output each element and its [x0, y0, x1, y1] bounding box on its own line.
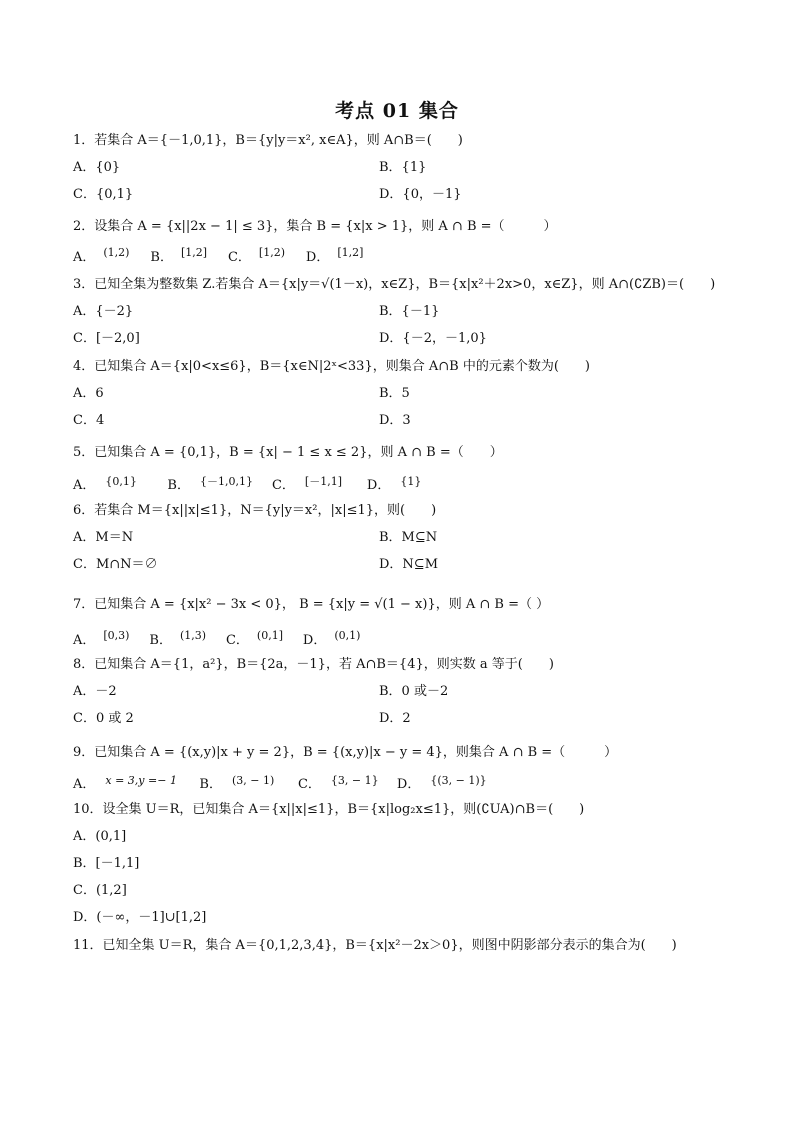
question-1-option-b: B．{1} [379, 160, 427, 175]
question-10-option-d: D．(－∞，－1]∪[1,2] [73, 910, 207, 925]
question-5-option-a-key: A． [73, 478, 96, 493]
question-5-options [73, 477, 430, 495]
question-3-option-d: D．{－2，－1,0} [379, 331, 487, 346]
question-2-option-b-key: B． [150, 250, 173, 265]
question-5-option-d-value: {1} [400, 475, 422, 488]
question-9-stem: 9．已知集合 A = {(x,y)|x + y = 2}，B = {(x,y)|x − y = 4}，则集合 A ∩ B =（ ） [73, 745, 618, 760]
question-2-options [73, 246, 374, 267]
question-6-option-c: C．M∩N＝∅ [73, 557, 158, 572]
question-2-option-d-value: [1,2] [337, 246, 364, 259]
question-1-stem: 1．若集合 A＝{－1,0,1}，B＝{y|y＝x², x∈A}，则 A∩B＝( ) [73, 133, 463, 148]
question-5-option-a-value: {0,1} [105, 475, 137, 488]
question-7-option-d-value: (0,1) [334, 629, 361, 642]
question-9-option-b-key: B． [199, 777, 222, 792]
question-5-option-b-key: B． [167, 478, 190, 493]
question-9-option-d-key: D． [396, 777, 421, 792]
question-9-option-b-value: (3, − 1) [231, 774, 275, 787]
question-9-option-c-key: C． [297, 777, 321, 792]
question-9-options [73, 776, 500, 794]
question-9-option-c-value: {3, − 1} [330, 774, 379, 787]
question-9-option-a-value: x = 3,y =− 1 [105, 774, 177, 787]
question-5-option-c-value: [－1,1] [304, 475, 342, 488]
question-7-option-b-key: B． [149, 633, 172, 648]
question-3-option-b: B．{－1} [379, 304, 440, 319]
question-9-option-a-key: A． [73, 777, 96, 792]
question-5-option-d-key: D． [366, 478, 391, 493]
question-7-option-a-value: [0,3) [103, 629, 130, 642]
question-2-option-c-value: [1,2) [258, 246, 285, 259]
question-8-stem: 8．已知集合 A＝{1，a²}，B＝{2a，－1}，若 A∩B＝{4}，则实数 a 等于( ) [73, 657, 554, 672]
question-2-stem: 2．设集合 A = {x||2x − 1| ≤ 3}，集合 B = {x|x > 1}，则 A ∩ B =（ ） [73, 219, 557, 234]
question-7-stem: 7．已知集合 A = {x|x² − 3x < 0}， B = {x|y = √(1 − x)}，则 A ∩ B =（ ） [73, 597, 550, 612]
question-4-option-a: A．6 [73, 386, 104, 401]
question-2-option-b-value: [1,2] [180, 246, 208, 259]
question-6-stem: 6．若集合 M＝{x||x|≤1}，N＝{y|y＝x²，|x|≤1}，则( ) [73, 503, 437, 518]
question-8-option-a: A．－2 [73, 684, 117, 699]
question-4-stem: 4．已知集合 A＝{x|0<x≤6}，B＝{x∈N|2ˣ<33}，则集合 A∩B 中的元素个数为( ) [73, 359, 590, 374]
question-6-option-d: D．N⊆M [379, 557, 439, 572]
question-2-option-a-key: A． [73, 250, 96, 265]
question-7-option-b-value: (1,3) [179, 629, 207, 642]
question-7-option-c-key: C． [225, 633, 249, 648]
question-1-option-d: D．{0，－1} [379, 187, 462, 202]
question-7-option-d-key: D． [302, 633, 327, 648]
question-6-option-a: A．M＝N [73, 530, 134, 545]
question-10-option-c: C．(1,2] [73, 883, 127, 898]
question-8-option-c: C．0 或 2 [73, 711, 134, 726]
question-8-option-b: B．0 或－2 [379, 684, 449, 699]
question-10-option-b: B．[－1,1] [73, 856, 140, 871]
question-3-option-a: A．{－2} [73, 304, 134, 319]
question-8-option-d: D．2 [379, 711, 411, 726]
question-2-option-a-value: (1,2) [103, 246, 130, 259]
question-4-option-d: D．3 [379, 413, 411, 428]
question-1-option-a: A．{0} [73, 160, 121, 175]
question-7-option-c-value: (0,1] [256, 629, 283, 642]
question-4-option-c: C．4 [73, 413, 105, 428]
question-10-stem: 10．设全集 U＝R，已知集合 A＝{x||x|≤1}，B＝{x|log₂x≤1}，则(∁UA)∩B＝( ) [73, 802, 585, 817]
question-2-option-d-key: D． [305, 250, 330, 265]
question-3-option-c: C．[－2,0] [73, 331, 140, 346]
question-6-option-b: B．M⊆N [379, 530, 438, 545]
question-1-option-c: C．{0,1} [73, 187, 134, 202]
question-5-option-c-key: C． [271, 478, 295, 493]
question-2-option-c-key: C． [227, 250, 251, 265]
question-3-stem: 3．已知全集为整数集 Z.若集合 A＝{x|y＝√(1－x)，x∈Z}，B＝{x|x²＋2x>0，x∈Z}，则 A∩(∁ZB)＝( ) [73, 277, 716, 292]
question-9-option-d-value: {(3, − 1)} [430, 774, 487, 787]
question-4-option-b: B．5 [379, 386, 410, 401]
question-11-stem: 11．已知全集 U＝R，集合 A＝{0,1,2,3,4}，B＝{x|x²－2x＞0}，则图中阴影部分表示的集合为( ) [73, 938, 677, 953]
page-title: 考点 01 集合 [335, 100, 459, 122]
question-5-option-b-value: {－1,0,1} [199, 475, 253, 488]
question-10-option-a: A．(0,1] [73, 829, 127, 844]
question-7-option-a-key: A． [73, 633, 96, 648]
question-7-options [73, 629, 370, 650]
question-5-stem: 5．已知集合 A = {0,1}，B = {x| − 1 ≤ x ≤ 2}，则 A ∩ B =（ ） [73, 445, 503, 460]
